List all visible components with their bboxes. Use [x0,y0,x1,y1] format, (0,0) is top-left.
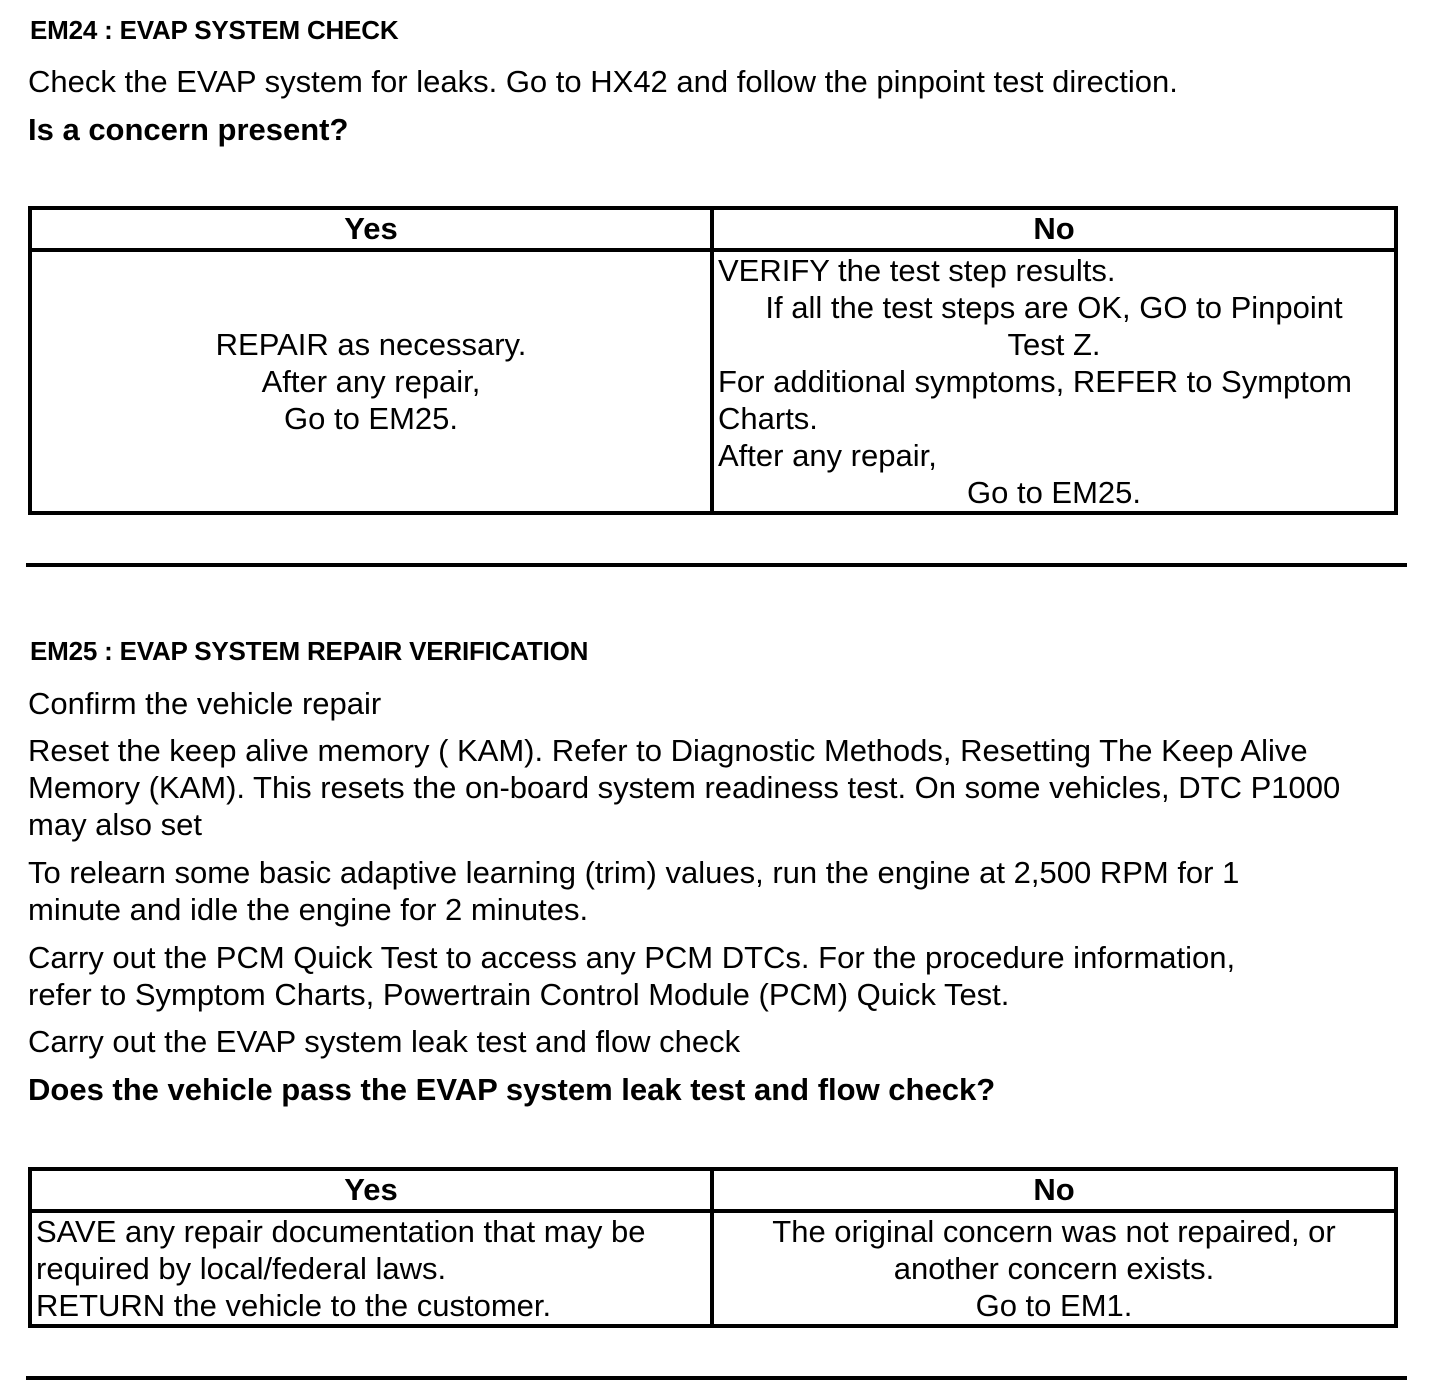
em24-no-line: Test Z. [1007,327,1101,362]
em25-step-line: Reset the keep alive memory ( KAM). Refer to Diagnostic Methods, Resetting The Keep Alive [28,733,1308,768]
em25-yes-line: required by local/federal laws. [36,1251,447,1286]
em24-no-line: VERIFY the test step results. [718,253,1116,288]
em25-heading: EM25 : EVAP SYSTEM REPAIR VERIFICATION [30,636,589,666]
em25-yes-cell [30,1211,712,1326]
em24-no-header: No [712,208,1396,250]
em25-no-line: The original concern was not repaired, or [772,1214,1336,1249]
em25-step-line: Memory (KAM). This resets the on-board system readiness test. On some vehicles, DTC P1000 [28,770,1341,805]
em25-step-3 [28,854,1239,928]
section-divider-bottom [26,1376,1407,1380]
em25-step-line: Confirm the vehicle repair [28,686,382,721]
em25-decision-table [28,1167,1398,1328]
em24-yes-header: Yes [30,208,712,250]
em25-step-line: minute and idle the engine for 2 minutes. [28,892,589,927]
em25-step-2 [28,732,1340,843]
em25-no-line: another concern exists. [893,1251,1215,1286]
em25-step-line: Carry out the PCM Quick Test to access any PCM DTCs. For the procedure information, [28,940,1236,975]
em24-yes-line: After any repair, [261,364,481,399]
em25-no-line: Go to EM1. [975,1288,1133,1323]
em25-step-5 [28,1023,740,1060]
em25-step-line: To relearn some basic adaptive learning (trim) values, run the engine at 2,500 RPM for 1 [28,855,1240,890]
em25-yes-line: RETURN the vehicle to the customer. [36,1288,552,1323]
em25-yes-header: Yes [30,1169,712,1211]
em24-question: Is a concern present? [28,112,349,147]
em24-decision-table [28,206,1398,515]
em25-yes-line: SAVE any repair documentation that may be [36,1214,646,1249]
em25-step-1 [28,685,381,722]
em24-no-line: After any repair, [718,438,937,473]
em24-instruction: Check the EVAP system for leaks. Go to HX42 and follow the pinpoint test direction. [28,64,1178,99]
em24-no-line: Go to EM25. [966,475,1142,510]
em24-no-line: For additional symptoms, REFER to Symptom [718,364,1352,399]
em24-yes-line: Go to EM25. [283,401,459,436]
em24-heading: EM24 : EVAP SYSTEM CHECK [30,15,399,45]
em25-step-line: Carry out the EVAP system leak test and flow check [28,1024,741,1059]
em25-question: Does the vehicle pass the EVAP system leak test and flow check? [28,1072,996,1107]
em25-no-header: No [712,1169,1396,1211]
em25-step-line: may also set [28,807,203,842]
em24-yes-cell [30,250,712,513]
em24-yes-line: REPAIR as necessary. [215,327,527,362]
section-divider [26,563,1407,567]
em25-step-line: refer to Symptom Charts, Powertrain Control Module (PCM) Quick Test. [28,977,1010,1012]
em25-step-4 [28,939,1235,1013]
em25-no-cell [712,1211,1396,1326]
em24-no-cell [712,250,1396,513]
em24-no-line: If all the test steps are OK, GO to Pinpoint [765,290,1343,325]
em24-no-line: Charts. [718,401,818,436]
